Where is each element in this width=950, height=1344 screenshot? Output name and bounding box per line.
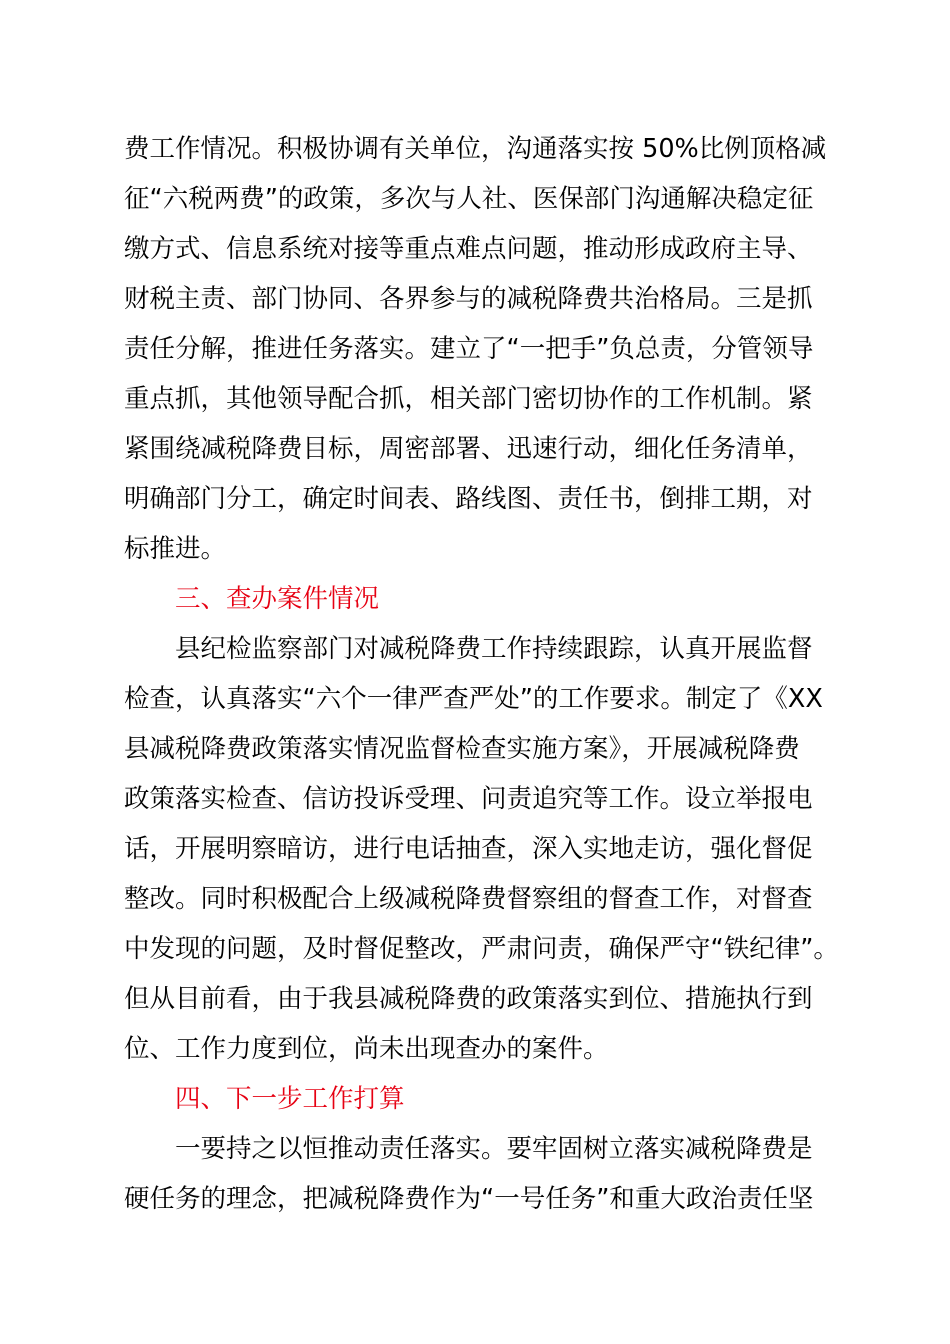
body-text-line: 硬任务的理念，把减税降费作为“一号任务”和重大政治责任坚 (124, 1184, 814, 1214)
section-heading-3: 三、查办案件情况 (175, 584, 380, 614)
body-text-line: 明确部门分工，确定时间表、路线图、责任书，倒排工期，对 (124, 484, 813, 514)
body-text-line: 重点抓，其他领导配合抓，相关部门密切协作的工作机制。紧 (124, 384, 813, 414)
body-text-line: 标推进。 (124, 534, 227, 564)
body-text-line: 县减税降费政策落实情况监督检查实施方案》，开展减税降费 (124, 734, 800, 764)
section-heading-4: 四、下一步工作打算 (175, 1084, 405, 1114)
body-text-line: 责任分解，推进任务落实。建立了“一把手”负总责，分管领导 (124, 334, 814, 364)
paragraph-first-line: 一要持之以恒推动责任落实。要牢固树立落实减税降费是 (175, 1134, 813, 1164)
body-text-line: 缴方式、信息系统对接等重点难点问题，推动形成政府主导、 (124, 234, 813, 264)
body-text-line: 政策落实检查、信访投诉受理、问责追究等工作。设立举报电 (124, 784, 813, 814)
body-text-line: 中发现的问题，及时督促整改，严肃问责，确保严守“铁纪律”。 (124, 934, 839, 964)
body-text-line: 征“六税两费”的政策，多次与人社、医保部门沟通解决稳定征 (124, 184, 814, 214)
body-text-line: 紧围绕减税降费目标，周密部署、迅速行动，细化任务清单， (124, 434, 813, 464)
body-text-line: 财税主责、部门协同、各界参与的减税降费共治格局。三是抓 (124, 284, 813, 314)
body-text-line: 但从目前看，由于我县减税降费的政策落实到位、措施执行到 (124, 984, 813, 1014)
body-text-line: 整改。同时积极配合上级减税降费督察组的督查工作，对督查 (124, 884, 813, 914)
body-text-line: 话，开展明察暗访，进行电话抽查，深入实地走访，强化督促 (124, 834, 813, 864)
body-text-line: 检查，认真落实“六个一律严查严处”的工作要求。制定了《XX (124, 684, 823, 714)
body-text-line: 费工作情况。积极协调有关单位，沟通落实按 50%比例顶格减 (124, 134, 827, 164)
paragraph-first-line: 县纪检监察部门对减税降费工作持续跟踪，认真开展监督 (175, 634, 813, 664)
body-text-line: 位、工作力度到位，尚未出现查办的案件。 (124, 1034, 609, 1064)
